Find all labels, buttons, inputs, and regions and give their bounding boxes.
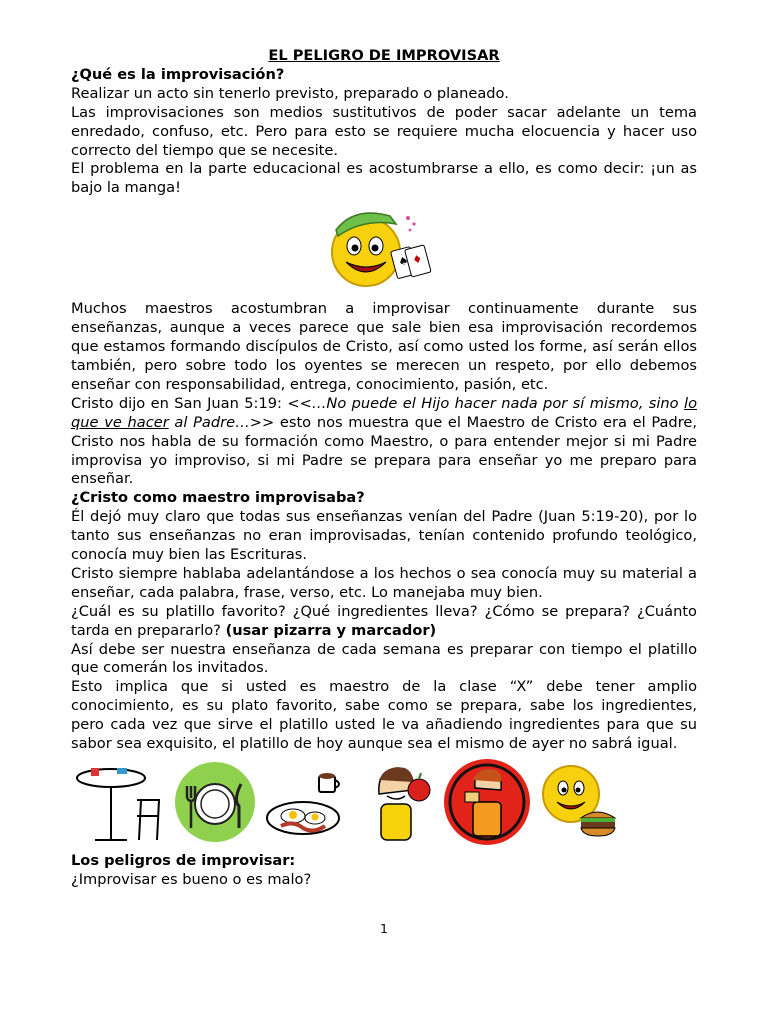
smiley-cards-clipart xyxy=(71,202,697,294)
paragraph: ¿Improvisar es bueno o es malo? xyxy=(71,870,312,888)
food-clipart-row xyxy=(71,758,697,846)
paragraph: Muchos maestros acostumbran a improvisar continuamente durante sus enseñanzas, aunque a veces parece que sale bien esa improvisación recordemos que estamos formando discípulos de Cristo, así como usted los forme, así serán ellos también, pero sobre todo los oyentes se merecen un respeto, por ello debemos enseñar con responsabilidad, entrega, conocimiento, pasión, etc. xyxy=(71,300,697,393)
svg-text:♠: ♠ xyxy=(396,253,410,270)
document-page xyxy=(71,47,697,890)
paragraph: ¿Cuál es su platillo favorito? ¿Qué ingredientes lleva? ¿Cómo se prepara? ¿Cuánto tarda en prepararlo? (usar pizarra y marcador) xyxy=(71,602,697,639)
paragraph: Realizar un acto sin tenerlo previsto, preparado o planeado. xyxy=(71,84,509,102)
breakfast-clipart xyxy=(263,760,351,844)
man-eating-apple-clipart xyxy=(357,760,437,844)
paragraph: Él dejó muy claro que todas sus enseñanzas venían del Padre (Juan 5:19-20), por lo tanto sus enseñanzas no eran improvisadas, tenían contenido profundo teológico, conocía muy bien las Escrituras. xyxy=(71,508,697,564)
heading-dangers-of-improvising: Los peligros de improvisar: xyxy=(71,852,296,869)
man-eating-sandwich-clipart xyxy=(443,758,531,846)
paragraph: Así debe ser nuestra enseñanza de cada semana es preparar con tiempo el platillo que comerán los invitados. xyxy=(71,640,697,677)
heading-christ-improvised: ¿Cristo como maestro improvisaba? xyxy=(71,489,365,507)
paragraph: Esto implica que si usted es maestro de la clase “X” debe tener amplio conocimiento, es su plato favorito, sabe como se prepara, sabe los ingredientes, pero cada vez que sirve el platillo usted le va añadiendo ingredientes para que su sabor sea exquisito, el platillo de hoy aunque sea el mismo de ayer no sabrá igual. xyxy=(71,678,697,753)
cafe-table-clipart xyxy=(71,760,167,844)
page-number: 1 xyxy=(380,921,388,936)
quote-paragraph: Cristo dijo en San Juan 5:19: <<…No puede el Hijo hacer nada por sí mismo, sino lo que ve hacer al Padre…>> esto nos muestra que el Maestro de Cristo era el Padre, Cristo nos habla de su formación como Maestro, o para entender mejor si mi Padre improvisa yo improviso, si mi Padre se prepara para enseñar yo me preparo para enseñar. xyxy=(71,394,697,488)
paragraph: Las improvisaciones son medios sustitutivos de poder sacar adelante un tema enredado, confuso, etc. Pero para esto se requiere mucha elocuencia y hacer uso correcto del tiempo que se necesite. xyxy=(71,103,697,159)
paragraph: El problema en la parte educacional es acostumbrarse a ello, es como decir: ¡un as bajo la manga! xyxy=(71,160,697,197)
document-title: EL PELIGRO DE IMPROVISAR xyxy=(268,47,500,64)
svg-text:♦: ♦ xyxy=(410,252,424,268)
plate-fork-knife-clipart xyxy=(173,760,257,844)
paragraph: Cristo siempre hablaba adelantándose a los hechos o sea conocía muy su material a enseñar, cada palabra, frase, verso, etc. Lo manejaba muy bien. xyxy=(71,564,697,601)
heading-what-is-improvisation: ¿Qué es la improvisación? xyxy=(71,65,285,83)
smiley-burger-clipart xyxy=(537,760,621,844)
